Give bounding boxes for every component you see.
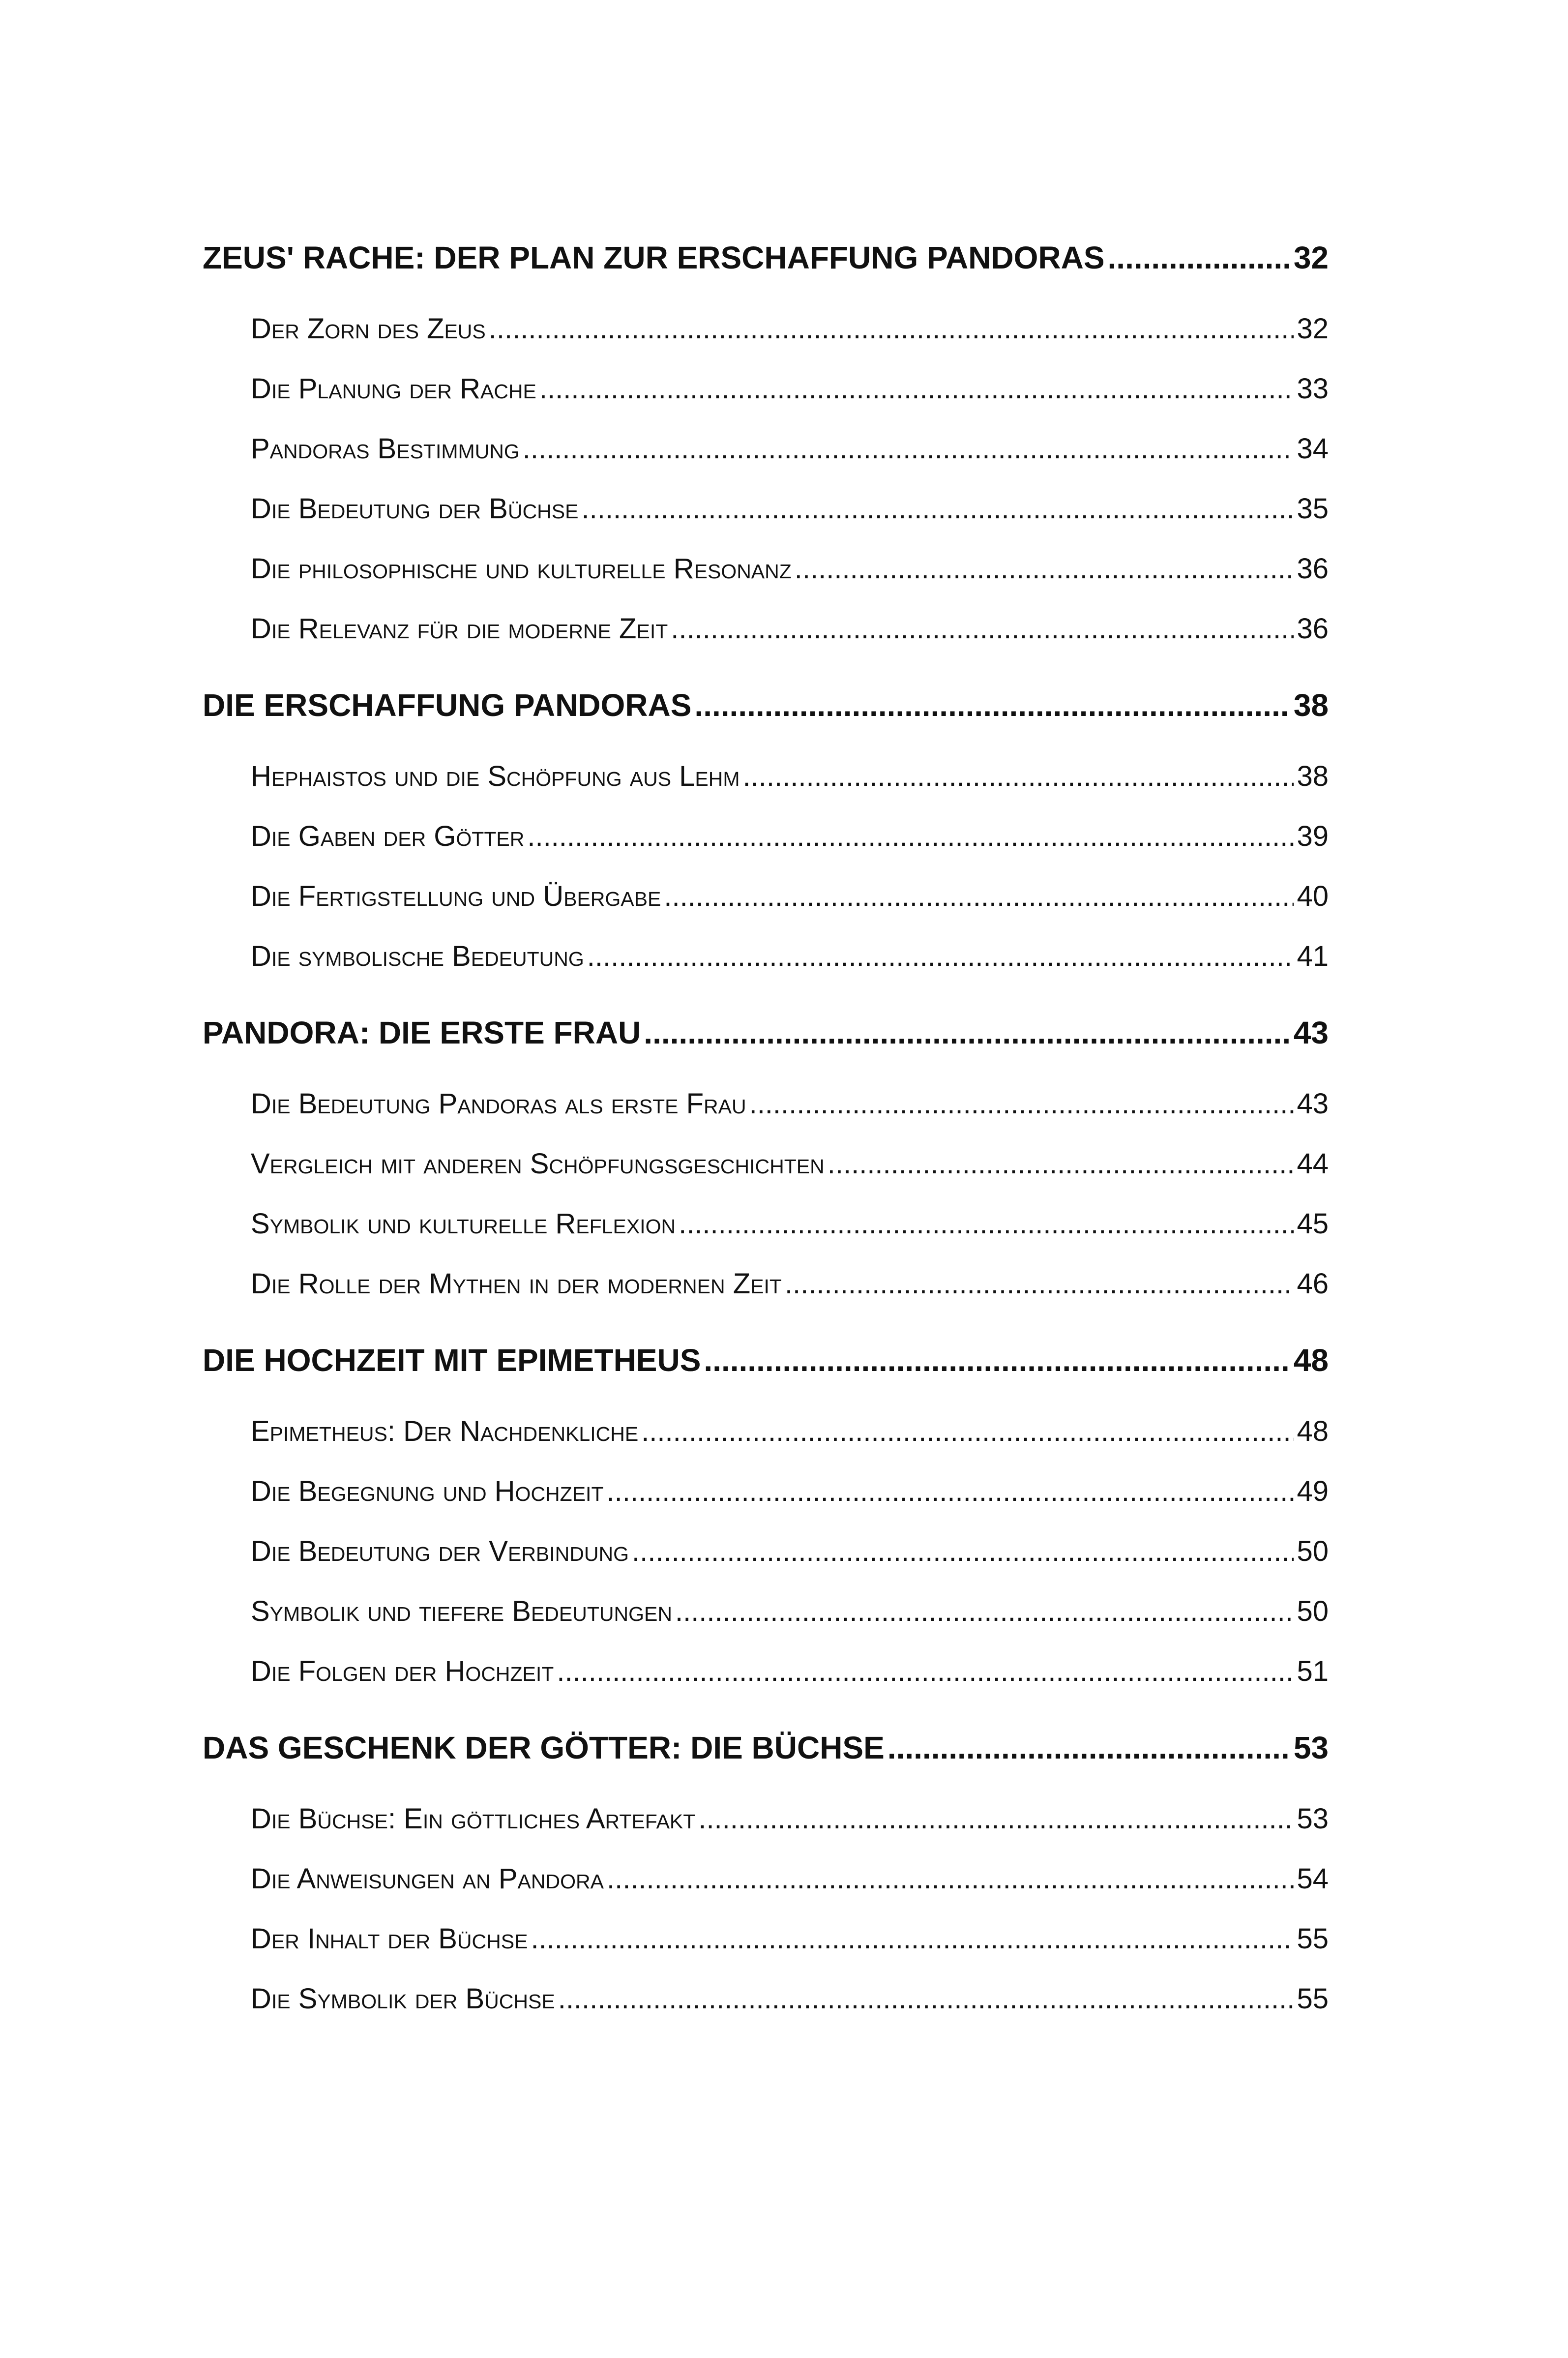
chapter-page-number: 32 [1293, 240, 1329, 275]
section-title: Der Zorn des Zeus [251, 313, 486, 345]
toc-section[interactable] [203, 1969, 1329, 2029]
toc-chapter[interactable] [203, 1006, 1329, 1059]
section-page-number: 33 [1297, 373, 1329, 405]
dot-leader [785, 1254, 1294, 1314]
toc-section[interactable] [203, 1582, 1329, 1642]
toc-section[interactable] [203, 359, 1329, 419]
dot-leader [888, 1721, 1291, 1774]
dot-leader [607, 1849, 1294, 1909]
dot-leader [582, 479, 1294, 539]
table-of-contents [203, 231, 1329, 2029]
chapter-title: DIE ERSCHAFFUNG PANDORAS [203, 687, 692, 723]
section-page-number: 38 [1297, 760, 1329, 792]
section-title: Die Fertigstellung und Übergabe [251, 880, 661, 912]
toc-section[interactable] [203, 1254, 1329, 1314]
section-page-number: 43 [1297, 1088, 1329, 1120]
toc-section[interactable] [203, 1074, 1329, 1134]
section-title: Vergleich mit anderen Schöpfungsgeschichten [251, 1148, 825, 1180]
section-page-number: 44 [1297, 1148, 1329, 1180]
dot-leader [675, 1582, 1294, 1642]
chapter-page-number: 43 [1293, 1015, 1329, 1050]
section-title: Die Planung der Rache [251, 373, 536, 405]
chapter-title: DIE HOCHZEIT MIT EPIMETHEUS [203, 1343, 701, 1378]
toc-section[interactable] [203, 1789, 1329, 1849]
section-page-number: 46 [1297, 1268, 1329, 1300]
section-title: Die philosophische und kulturelle Resonanz [251, 553, 792, 585]
section-page-number: 40 [1297, 880, 1329, 912]
section-title: Der Inhalt der Büchse [251, 1923, 528, 1955]
section-page-number: 45 [1297, 1208, 1329, 1240]
toc-section[interactable] [203, 746, 1329, 806]
dot-leader [558, 1969, 1294, 2029]
section-title: Die Folgen der Hochzeit [251, 1655, 554, 1687]
section-page-number: 49 [1297, 1475, 1329, 1507]
dot-leader [641, 1402, 1294, 1462]
section-title: Die Relevanz für die moderne Zeit [251, 613, 668, 645]
section-title: Die Symbolik der Büchse [251, 1983, 555, 2015]
section-page-number: 48 [1297, 1415, 1329, 1447]
section-page-number: 32 [1297, 313, 1329, 345]
toc-section[interactable] [203, 926, 1329, 986]
dot-leader [644, 1006, 1291, 1059]
toc-section[interactable] [203, 599, 1329, 659]
section-page-number: 50 [1297, 1595, 1329, 1627]
section-page-number: 50 [1297, 1535, 1329, 1567]
dot-leader [531, 1909, 1294, 1969]
section-title: Die Bedeutung der Verbindung [251, 1535, 629, 1567]
toc-chapter[interactable] [203, 1721, 1329, 1774]
toc-section[interactable] [203, 419, 1329, 479]
section-title: Epimetheus: Der Nachdenkliche [251, 1415, 639, 1447]
section-page-number: 41 [1297, 940, 1329, 972]
section-title: Pandoras Bestimmung [251, 433, 520, 465]
toc-section[interactable] [203, 1642, 1329, 1701]
toc-section[interactable] [203, 806, 1329, 866]
chapter-page-number: 48 [1293, 1343, 1329, 1378]
section-title: Die Rolle der Mythen in der modernen Zeit [251, 1268, 782, 1300]
chapter-page-number: 53 [1293, 1730, 1329, 1765]
toc-section[interactable] [203, 539, 1329, 599]
section-page-number: 39 [1297, 820, 1329, 852]
dot-leader [489, 299, 1294, 359]
section-page-number: 55 [1297, 1923, 1329, 1955]
dot-leader [539, 359, 1294, 419]
dot-leader [523, 419, 1294, 479]
dot-leader [694, 679, 1290, 732]
section-title: Die Büchse: Ein göttliches Artefakt [251, 1803, 696, 1835]
section-title: Hephaistos und die Schöpfung aus Lehm [251, 760, 740, 792]
chapter-page-number: 38 [1293, 687, 1329, 723]
section-page-number: 34 [1297, 433, 1329, 465]
dot-leader [557, 1642, 1294, 1701]
dot-leader [671, 599, 1294, 659]
toc-section[interactable] [203, 1849, 1329, 1909]
dot-leader [1108, 231, 1291, 284]
section-title: Die Begegnung und Hochzeit [251, 1475, 604, 1507]
section-title: Die Bedeutung Pandoras als erste Frau [251, 1088, 746, 1120]
section-page-number: 54 [1297, 1863, 1329, 1895]
toc-section[interactable] [203, 1909, 1329, 1969]
toc-section[interactable] [203, 1194, 1329, 1254]
section-title: Symbolik und kulturelle Reflexion [251, 1208, 676, 1240]
section-title: Die Bedeutung der Büchse [251, 493, 579, 525]
toc-section[interactable] [203, 479, 1329, 539]
toc-section[interactable] [203, 1462, 1329, 1522]
toc-chapter[interactable] [203, 1334, 1329, 1387]
dot-leader [749, 1074, 1294, 1134]
section-page-number: 53 [1297, 1803, 1329, 1835]
section-title: Die symbolische Bedeutung [251, 940, 584, 972]
section-page-number: 36 [1297, 613, 1329, 645]
dot-leader [704, 1334, 1290, 1387]
toc-chapter[interactable] [203, 679, 1329, 732]
section-title: Symbolik und tiefere Bedeutungen [251, 1595, 672, 1627]
dot-leader [795, 539, 1294, 599]
section-page-number: 35 [1297, 493, 1329, 525]
dot-leader [828, 1134, 1294, 1194]
toc-section[interactable] [203, 1522, 1329, 1582]
chapter-title: DAS GESCHENK DER GÖTTER: DIE BÜCHSE [203, 1730, 885, 1765]
dot-leader [527, 806, 1294, 866]
dot-leader [607, 1462, 1294, 1522]
dot-leader [664, 866, 1294, 926]
dot-leader [587, 926, 1294, 986]
toc-section[interactable] [203, 299, 1329, 359]
toc-section[interactable] [203, 1402, 1329, 1462]
chapter-title: ZEUS' RACHE: DER PLAN ZUR ERSCHAFFUNG PANDORAS [203, 240, 1105, 275]
section-page-number: 36 [1297, 553, 1329, 585]
toc-section[interactable] [203, 866, 1329, 926]
dot-leader [632, 1522, 1294, 1582]
toc-section[interactable] [203, 1134, 1329, 1194]
dot-leader [698, 1789, 1294, 1849]
dot-leader [679, 1194, 1294, 1254]
chapter-title: PANDORA: DIE ERSTE FRAU [203, 1015, 641, 1050]
section-page-number: 55 [1297, 1983, 1329, 2015]
section-page-number: 51 [1297, 1655, 1329, 1687]
section-title: Die Anweisungen an Pandora [251, 1863, 604, 1895]
toc-chapter[interactable] [203, 231, 1329, 284]
dot-leader [743, 746, 1294, 806]
section-title: Die Gaben der Götter [251, 820, 525, 852]
